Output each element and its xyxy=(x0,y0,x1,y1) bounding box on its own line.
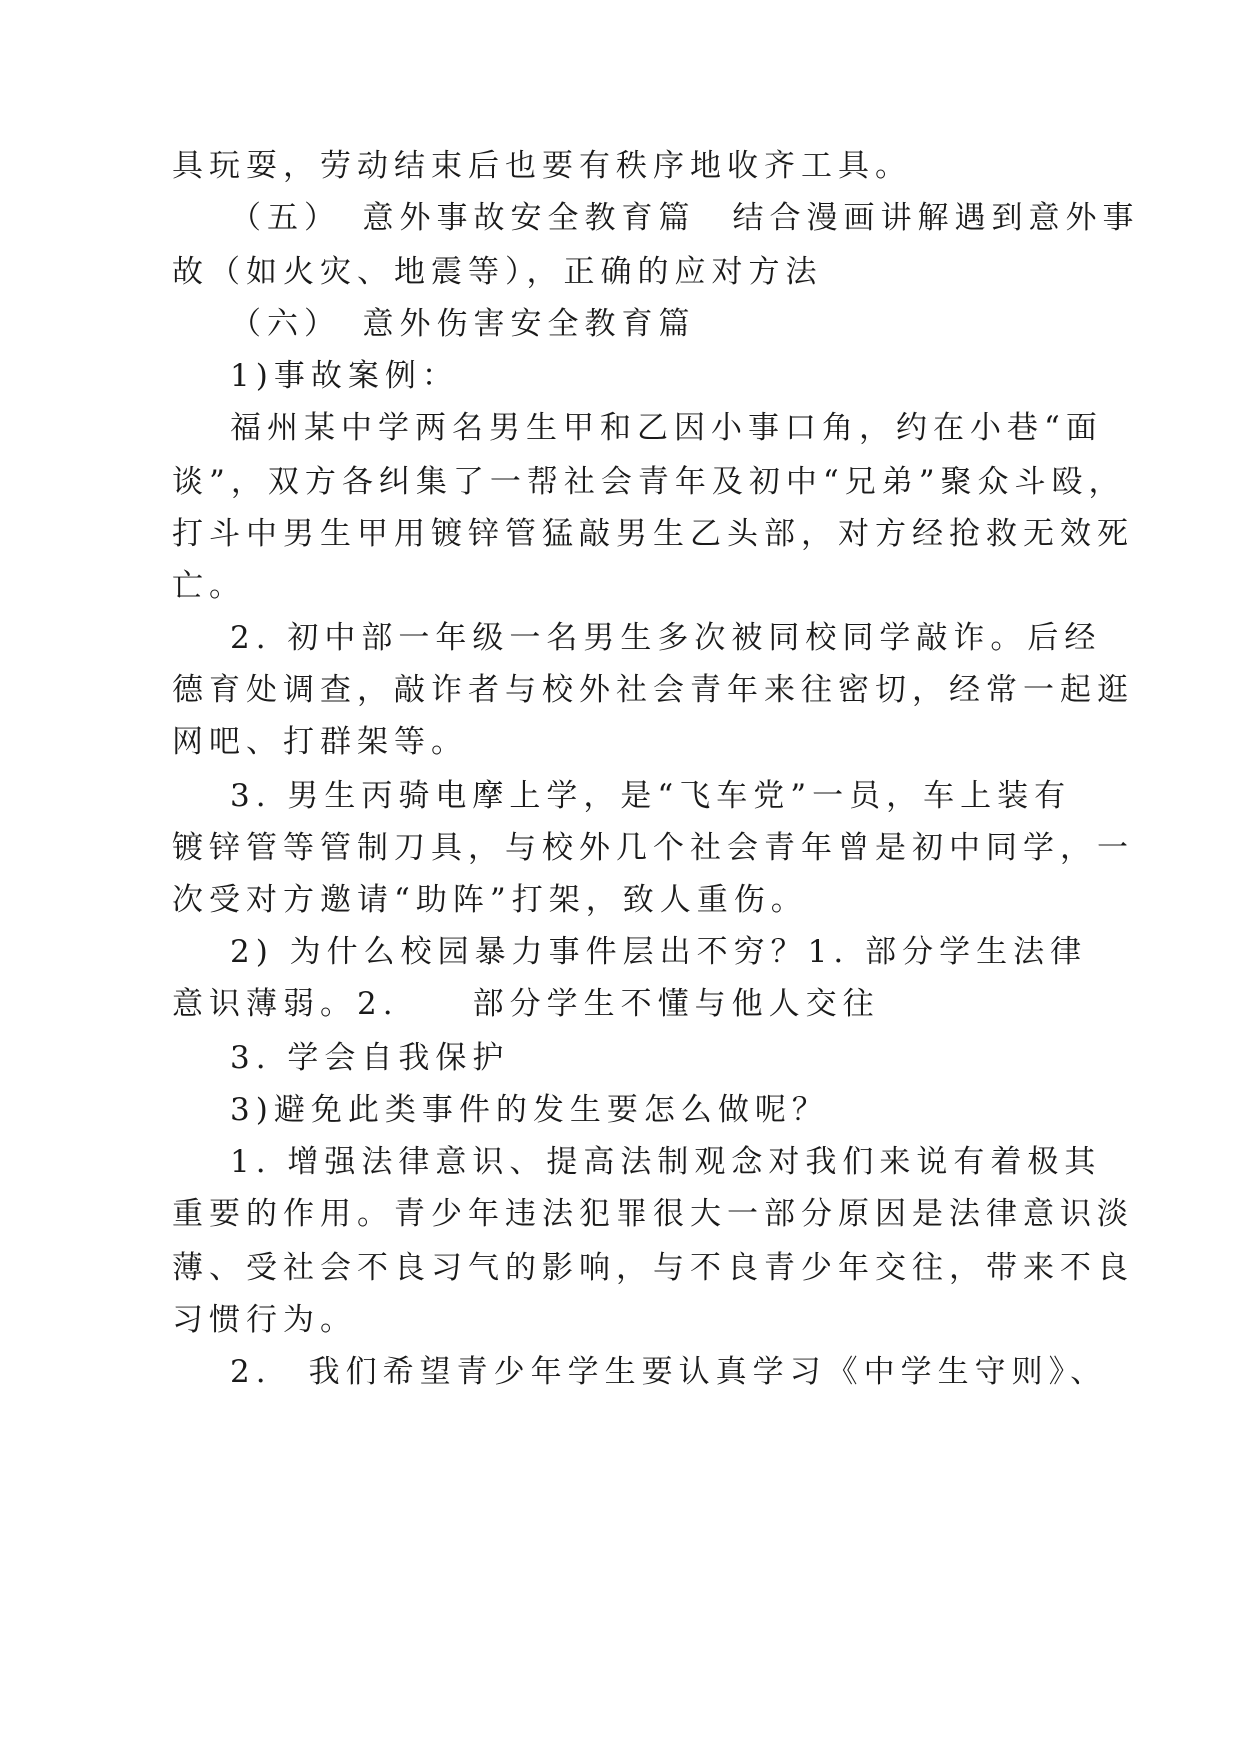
text-line: （五） 意外事故安全教育篇 结合漫画讲解遇到意外事 xyxy=(230,200,1140,236)
text-line: 1)事故案例： xyxy=(230,358,459,394)
text-line: 次受对方邀请“助阵”打架，致人重伤。 xyxy=(172,882,808,918)
text-line: 3. 男生丙骑电摩上学，是“飞车党”一员，车上装有 xyxy=(230,778,1072,814)
text-line: 打斗中男生甲用镀锌管猛敲男生乙头部，对方经抢救无效死 xyxy=(172,516,1134,552)
text-line: 镀锌管等管制刀具，与校外几个社会青年曾是初中同学，一 xyxy=(172,830,1134,866)
text-line: 亡。 xyxy=(172,568,246,604)
text-line: 2. 初中部一年级一名男生多次被同校同学敲诈。后经 xyxy=(230,620,1102,656)
text-line: 具玩耍，劳动结束后也要有秩序地收齐工具。 xyxy=(172,148,912,184)
text-line: 故（如火灾、地震等），正确的应对方法 xyxy=(172,254,823,290)
text-line: 2) 为什么校园暴力事件层出不穷？1. 部分学生法律 xyxy=(230,934,1088,970)
text-line: 网吧、打群架等。 xyxy=(172,724,468,760)
text-line: 德育处调查，敲诈者与校外社会青年来往密切，经常一起逛 xyxy=(172,672,1134,708)
text-line: 3. 学会自我保护 xyxy=(230,1040,510,1076)
text-line: 重要的作用。青少年违法犯罪很大一部分原因是法律意识淡 xyxy=(172,1196,1134,1232)
text-line: 福州某中学两名男生甲和乙因小事口角，约在小巷“面 xyxy=(230,410,1103,446)
text-line: 2. 我们希望青少年学生要认真学习《中学生守则》、 xyxy=(230,1354,1108,1390)
text-line: 意识薄弱。2. 部分学生不懂与他人交往 xyxy=(172,986,880,1022)
text-line: 薄、受社会不良习气的影响，与不良青少年交往，带来不良 xyxy=(172,1250,1134,1286)
text-line: （六） 意外伤害安全教育篇 xyxy=(230,306,696,342)
text-line: 1. 增强法律意识、提高法制观念对我们来说有着极其 xyxy=(230,1144,1102,1180)
text-line: 习惯行为。 xyxy=(172,1302,357,1338)
text-line: 3)避免此类事件的发生要怎么做呢？ xyxy=(230,1092,829,1128)
text-line: 谈”，双方各纠集了一帮社会青年及初中“兄弟”聚众斗殴， xyxy=(172,464,1126,500)
